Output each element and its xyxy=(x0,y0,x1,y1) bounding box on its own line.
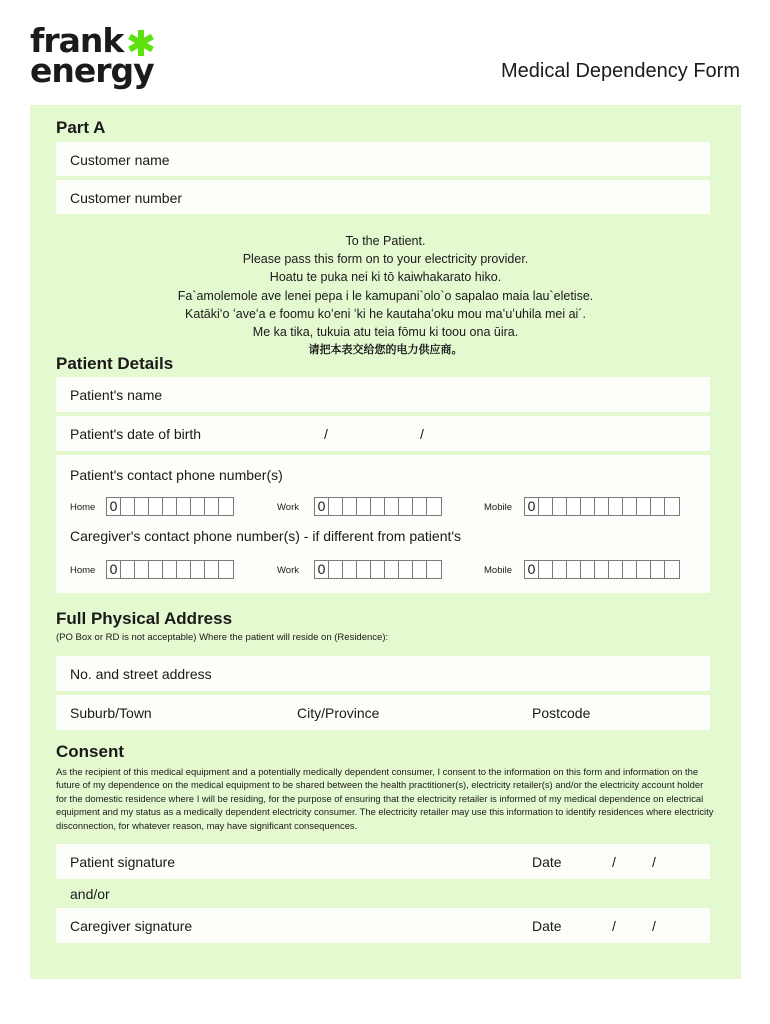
address-note: (PO Box or RD is not acceptable) Where the patient will reside on (Residence): xyxy=(56,632,389,643)
patient-home-phone-input[interactable]: 0 xyxy=(106,497,234,516)
date-separator: / xyxy=(612,918,616,934)
home-label: Home xyxy=(70,565,96,576)
phone-numbers-box xyxy=(56,455,710,593)
customer-number-label: Customer number xyxy=(70,190,183,206)
caregiver-signature-label: Caregiver signature xyxy=(70,918,193,934)
and-or-label: and/or xyxy=(70,886,110,902)
consent-heading: Consent xyxy=(56,742,124,761)
date-separator: / xyxy=(612,854,616,870)
patient-notice xyxy=(30,232,741,359)
page-title: Medical Dependency Form xyxy=(501,60,740,82)
patient-name-label: Patient's name xyxy=(70,387,163,403)
notice-line: Me ka tika, tukuia atu teia fōmu ki toou ona ūira. xyxy=(252,325,519,340)
notice-line: To the Patient. xyxy=(345,234,426,248)
postcode-label: Postcode xyxy=(532,705,591,721)
notice-line: 请把本表交给您的电力供应商。 xyxy=(308,344,463,357)
caregiver-signature-field[interactable] xyxy=(56,908,710,943)
date-separator: / xyxy=(324,426,328,442)
form-panel xyxy=(30,105,741,979)
mobile-label: Mobile xyxy=(484,565,512,576)
street-address-label: No. and street address xyxy=(70,666,212,682)
work-label: Work xyxy=(277,565,299,576)
logo-word-frank: frank xyxy=(30,21,124,60)
part-a-heading: Part A xyxy=(56,118,106,137)
date-separator: / xyxy=(652,854,656,870)
logo-word-energy: energy xyxy=(30,51,154,90)
notice-line: Fa`amolemole ave lenei pepa i le kamupani`olo`o sapalao maia lau`eletise. xyxy=(177,288,594,303)
customer-number-field[interactable] xyxy=(56,180,710,214)
caregiver-mobile-phone-input[interactable]: 0 xyxy=(524,560,680,579)
caregiver-home-phone-input[interactable]: 0 xyxy=(106,560,234,579)
date-separator: / xyxy=(652,918,656,934)
notice-line: Katākiʻo ʻaveʻa e foomu koʻeni ʻki he kautahaʻoku mou maʻuʻuhila mei ai´. xyxy=(185,306,586,321)
home-label: Home xyxy=(70,502,96,513)
city-label: City/Province xyxy=(297,705,380,721)
suburb-label: Suburb/Town xyxy=(70,705,152,721)
patient-details-heading: Patient Details xyxy=(56,354,174,373)
notice-line: Please pass this form on to your electricity provider. xyxy=(242,252,529,267)
patient-mobile-phone-input[interactable]: 0 xyxy=(524,497,680,516)
patient-name-field[interactable] xyxy=(56,377,710,412)
address-heading: Full Physical Address xyxy=(56,609,233,628)
patient-dob-field[interactable] xyxy=(56,416,710,451)
date-label: Date xyxy=(532,854,562,870)
caregiver-phone-heading: Caregiver's contact phone number(s) - if different from patient's xyxy=(70,528,462,544)
notice-line: Hoatu te puka nei ki tō kaiwhakarato hiko. xyxy=(269,270,502,285)
frank-energy-logo xyxy=(30,21,160,92)
patient-phone-heading: Patient's contact phone number(s) xyxy=(70,467,283,483)
customer-name-field[interactable] xyxy=(56,142,710,176)
suburb-city-postcode-field[interactable] xyxy=(56,695,710,730)
patient-signature-label: Patient signature xyxy=(70,854,176,870)
patient-dob-label: Patient's date of birth xyxy=(70,426,202,442)
mobile-label: Mobile xyxy=(484,502,512,513)
patient-work-phone-input[interactable]: 0 xyxy=(314,497,442,516)
consent-text: As the recipient of this medical equipment and a potentially medically dependent consumer, I consent to the information on this form and information on the future of my dependence on the medical equipment to be shared between the health practitioner(s), electricity retailer(s) and/or the electricity account holder for the domestic residence where I will be residing, for the purpose of ensuring that the electricity retailer is informed of my medical dependence on electrical equipment and my status as a medically dependent electricity consumer. The electricity retailer may use this information to identify residences where electricity disconnection, for whatever reason, may have significant consequences. xyxy=(56,766,714,831)
caregiver-work-phone-input[interactable]: 0 xyxy=(314,560,442,579)
date-separator: / xyxy=(420,426,424,442)
work-label: Work xyxy=(277,502,299,513)
date-label: Date xyxy=(532,918,562,934)
street-address-field[interactable] xyxy=(56,656,710,691)
asterisk-icon xyxy=(126,28,156,58)
patient-signature-field[interactable] xyxy=(56,844,710,879)
customer-name-label: Customer name xyxy=(70,152,170,168)
